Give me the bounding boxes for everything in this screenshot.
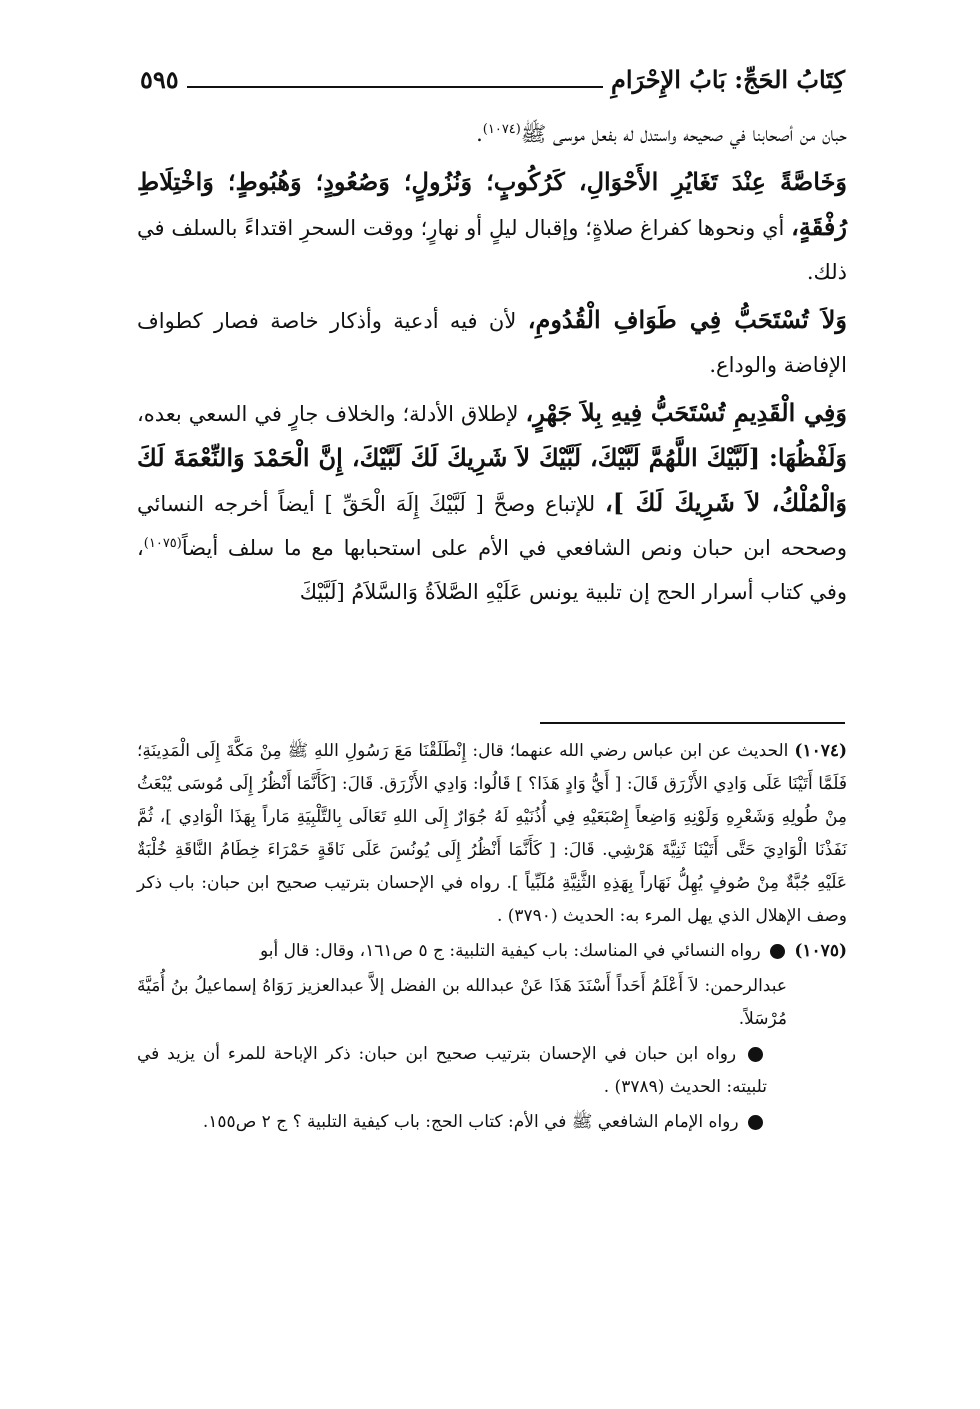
footnote-separator xyxy=(540,722,845,724)
footnote-1075-continuation xyxy=(137,970,847,1036)
footnote-1075-a: رواه النسائي في المناسك: باب كيفية التلبية: ج ٥ ص١٦١، وقال: قال أبو xyxy=(259,941,761,961)
bullet-icon xyxy=(748,1047,763,1062)
paragraph-2 xyxy=(137,160,847,294)
footnote-1075-item-3 xyxy=(137,1106,847,1139)
p4-footnote-ref: (١٠٧٥) xyxy=(143,536,182,551)
p4-commentary-1: لإطلاق الأدلة؛ والخلاف جارٍ في السعي بعده، xyxy=(137,402,519,426)
p1-footnote-ref: (١٠٧٤) xyxy=(482,122,521,137)
paragraph-1 xyxy=(137,112,847,156)
p4-matn-1: وَفِي الْقَدِيمِ تُسْتَحَبُّ فِيهِ بِلاَ جَهْرٍ، xyxy=(525,398,847,427)
footnote-1075-c: رواه ابن حبان في الإحسان بترتيب صحيح ابن حبان: ذكر الإباحة للمرء أن يزيد في تلبيته: الحديث (٣٧٨٩) . xyxy=(137,1044,767,1097)
p2-commentary: أي ونحوها كفراغ صلاةٍ؛ وإقبال ليلٍ أو نهارٍ؛ ووقت السحرِ اقتداءً بالسلف في ذلك. xyxy=(137,216,847,284)
footnote-1075-d: رواه الإمام الشافعي ﷺ في الأم: كتاب الحج: باب كيفية التلبية ؟ ج ٢ ص١٥٥. xyxy=(202,1112,739,1132)
chapter-title: كِتَابُ الحَجِّ: بَابُ الإِحْرَامِ xyxy=(610,65,845,94)
p3-commentary: لأن فيه أدعية وأذكار خاصة فصار كطواف الإفاضة والوداع. xyxy=(137,309,847,377)
footnote-1075-item-2 xyxy=(137,1038,847,1104)
paragraph-3 xyxy=(137,298,847,387)
footnotes xyxy=(137,735,847,1141)
header-rule xyxy=(187,86,603,88)
p1-end: . xyxy=(476,122,483,146)
p4-matn-2: وَلَفْظُهَا: [لَبَّيْكَ اللَّهُمَّ لَبَّيْكَ، لَبَّيْكَ لاَ شَرِيكَ لَكَ لَبَّيْكَ، إِنَّ الْحَمْدَ وَالنِّعْمَةَ لَكَ وَالْمُلْكُ، لاَ شَرِيكَ لَكَ ]، xyxy=(137,443,848,517)
p4-end: ، وفي كتاب أسرار الحج إن تلبية يونس عَلَيْهِ الصَّلاَةُ وَالسَّلاَمُ [لَبَّيْكَ xyxy=(137,536,847,604)
main-text xyxy=(137,112,847,618)
p1-text: حبان من أصحابنا في صحيحه واستدل له بفعل موسى ﷺ xyxy=(520,122,847,146)
footnote-1074-number: (١٠٧٤) xyxy=(794,741,848,761)
running-header xyxy=(140,58,845,94)
footnote-1075-number: (١٠٧٥) xyxy=(794,941,847,961)
paragraph-4 xyxy=(137,391,847,614)
page-number: ٥٩٥ xyxy=(140,65,179,94)
bullet-icon xyxy=(770,944,785,959)
footnote-1074 xyxy=(137,735,847,933)
p3-matn: وَلاَ تُسْتَحَبُّ فِي طَوَافِ الْقُدُومِ، xyxy=(527,305,848,334)
p4-commentary-2: للإتباع وصحَّ [ لَبَّيْكَ إِلَهَ الْحَقِّ ] أيضاً أخرجه النسائي وصححه ابن حبان ونص الشافعي في الأم على استحبابها مع ما سلف أيضاً xyxy=(137,492,847,560)
footnote-1075-b: عبدالرحمن: لاَ أَعْلَمُ أَحَداً أَسْنَدَ هَذَا عَنْ عبدالله بن الفضل إلاَّ عبدالعزيز رَوَاهُ إسماعيلُ بنُ أُمَيَّةَ مُرْسَلاً. xyxy=(137,976,787,1029)
footnote-1074-text: الحديث عن ابن عباس رضي الله عنهما؛ قال: إِنْطَلَقْنَا مَعَ رَسُولِ اللهِ ﷺ مِنْ مَكَّةَ إِلَى الْمَدِينَةِ؛ فَلَمَّا أَتَيْنَا عَلَى وَادِي الأَزْرَق قَالَ: [ أَيُّ وَادٍ هَذَا؟ ] قَالُوا: وَادِي الأَزْرَق. قَالَ: [كَأَنَّمَا أَنْظُرُ إِلَى مُوسَى يُبْعَثُ مِنْ طُولِهِ وَشَعْرِهِ وَلَوْنِهِ وَاضِعاً إِصْبَعَيْهِ فِي أُذُنَيْهِ لَهُ جُوَارٌ إِلَى اللهِ تَعَالَى بِالتَّلْبِيَةِ مَاراً بِهَذَا الْوَادِي ]، ثُمَّ نَفَذْنَا الْوَادِيَ حَتَّى أَتَيْنَا ثَنِيَّةَ هَرْشِي. قَالَ: [ كَأَنَّمَا أَنْظُرُ إِلَى يُونُسَ عَلَى نَاقَةٍ حَمْرَاءَ خِطَامُ النَّاقَةِ خُلْبَةٌ عَلَيْهِ جُبَّةٌ مِنْ صُوفٍ يُهِلُّ نَهَاراً بِهَذِهِ الثَّنِيَّةِ مُلَبِّياً ]. رواه في الإحسان بترتيب صحيح ابن حبان: باب ذكر وصف الإهلال الذي يهل المرء به: الحديث (٣٧٩٠) . xyxy=(137,741,847,926)
bullet-icon xyxy=(748,1115,763,1130)
p2-matn: وَخَاصَّةً عِنْدَ تَغَايُرِ الأَحْوَالِ، كَرُكُوبٍ؛ وَنُزُولٍ؛ وَصُعُودٍ؛ وَهُبُوطٍ؛ وَاخْتِلَاطِ رُفْقَةٍ، xyxy=(137,167,847,241)
footnote-1075 xyxy=(137,935,847,968)
